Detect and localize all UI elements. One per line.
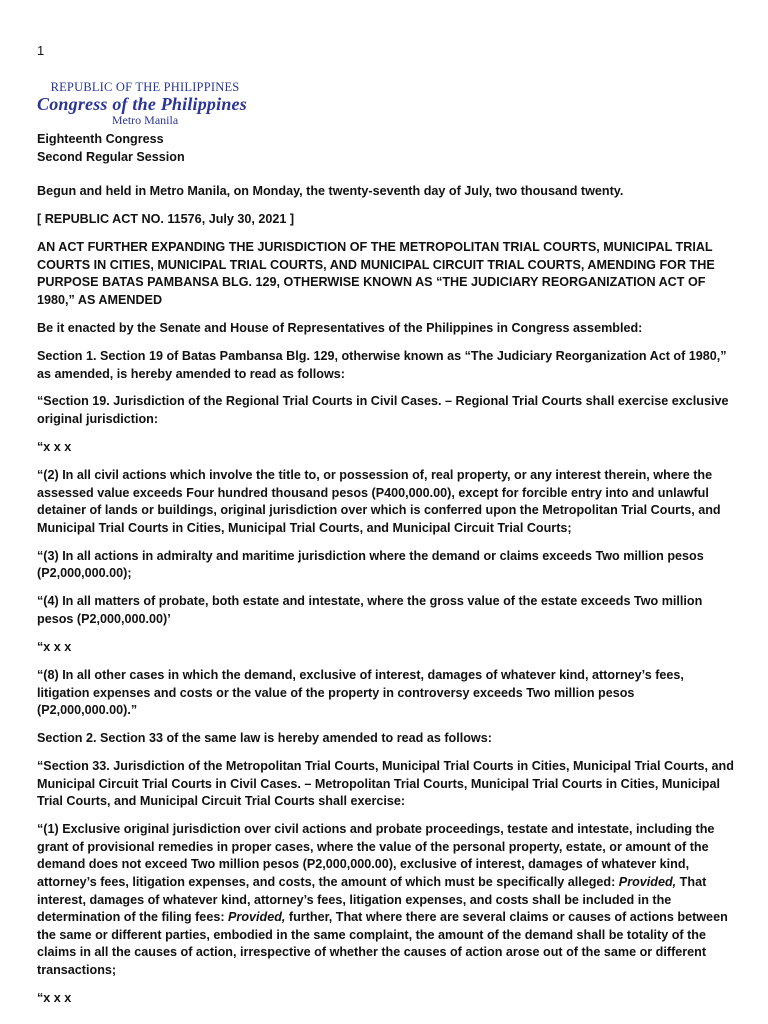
congress-name: Eighteenth Congress — [37, 132, 164, 146]
act-title: AN ACT FURTHER EXPANDING THE JURISDICTION OF THE METROPOLITAN TRIAL COURTS, MUNICIPAL TRIAL COURTS IN CITIES, MUNICIPAL TRIAL COURTS, AND MUNICIPAL CIRCUIT TRIAL COURTS, AMENDING FOR THE PURPOSE BATAS PAMBANSA BLG. 129, OTHERWISE KNOWN AS “THE JUDICIARY REORGANIZATION ACT OF 1980,” AS AMENDED — [37, 240, 715, 307]
item-1-text-a: “(1) Exclusive original jurisdiction over civil actions and probate proceedings, testate and intestate, including the grant of provisional remedies in proper cases, where the value of the personal property, estate, or amount of the demand does not exceed Two million pesos (P2,000,000.00), exclusive of interest, damages of whatever kind, attorney’s fees, litigation expenses, and costs, the amount of which must be specifically alleged: — [37, 822, 715, 890]
document-body — [37, 131, 737, 1018]
begun-paragraph: Begun and held in Metro Manila, on Monday, the twenty-seventh day of July, two thousand twenty. — [37, 184, 624, 199]
session-name: Second Regular Session — [37, 149, 185, 164]
congress-header — [37, 131, 737, 166]
section-2: Section 2. Section 33 of the same law is hereby amended to read as follows: — [37, 731, 492, 746]
item-1-text-b: That interest, damages of whatever kind, attorney’s fees, litigation expenses, and costs shall be included in the determination of the filing fees: — [37, 875, 707, 925]
letterhead-republic: REPUBLIC OF THE PHILIPPINES — [50, 80, 240, 94]
letterhead-congress: Congress of the Philippines — [37, 94, 247, 114]
page-number: 1 — [37, 43, 45, 58]
omission-marker: “x x x — [37, 991, 72, 1006]
item-1-text-c: further, That where there are several claims or causes of actions between the same or different parties, embodied in the same complaint, the amount of the demand shall be totality of the claims in all the causes of action, irrespective of whether the causes of action arose out of the same or different transactions; — [37, 910, 728, 978]
section-19-item-3: “(3) In all actions in admiralty and maritime jurisdiction where the demand or claims exceeds Two million pesos (P2,000,000.00); — [37, 548, 704, 581]
omission-marker: “x x x — [37, 440, 72, 455]
section-19-item-8: “(8) In all other cases in which the demand, exclusive of interest, damages of whatever kind, attorney’s fees, litigation expenses and costs or the value of the property in controversy exceeds Two million pesos (P2,000,000.00).” — [37, 667, 684, 718]
section-1: Section 1. Section 19 of Batas Pambansa Blg. 129, otherwise known as “The Judiciary Reorganization Act of 1980,” as amended, is hereby amended to read as follows: — [37, 348, 727, 381]
section-19-heading: “Section 19. Jurisdiction of the Regional Trial Courts in Civil Cases. – Regional Trial Courts shall exercise exclusive original jurisdiction: — [37, 394, 729, 427]
omission-marker: “x x x — [37, 639, 72, 654]
section-19-item-2: “(2) In all civil actions which involve the title to, or possession of, real property, or any interest therein, where the assessed value exceeds Four hundred thousand pesos (P400,000.00), except for forcible entry into and unlawful detainer of lands or buildings, original jurisdiction over which is conferred upon the Metropolitan Trial Courts, and Municipal Trial Courts in Cities, Municipal Trial Courts, and Municipal Circuit Trial Courts; — [37, 468, 721, 535]
enacting-clause: Be it enacted by the Senate and House of Representatives of the Philippines in Congress assembled: — [37, 320, 643, 335]
letterhead-city: Metro Manila — [111, 113, 179, 127]
provided-emphasis: Provided, — [228, 910, 286, 925]
congress-letterhead — [37, 80, 267, 127]
act-number: [ REPUBLIC ACT NO. 11576, July 30, 2021 ] — [37, 212, 295, 227]
section-33-item-1 — [37, 821, 737, 979]
section-19-item-4: “(4) In all matters of probate, both estate and intestate, where the gross value of the estate exceeds Two million pesos (P2,000,000.00)’ — [37, 594, 703, 626]
provided-emphasis: Provided, — [618, 875, 677, 890]
section-33-heading: “Section 33. Jurisdiction of the Metropolitan Trial Courts, Municipal Trial Courts in Cities, Municipal Trial Courts, and Municipal Circuit Trial Courts in Civil Cases. – Metropolitan Trial Courts, Municipal Trial Courts in Cities, Municipal Trial Courts, and Municipal Circuit Trial Courts shall exercise: — [37, 759, 734, 809]
